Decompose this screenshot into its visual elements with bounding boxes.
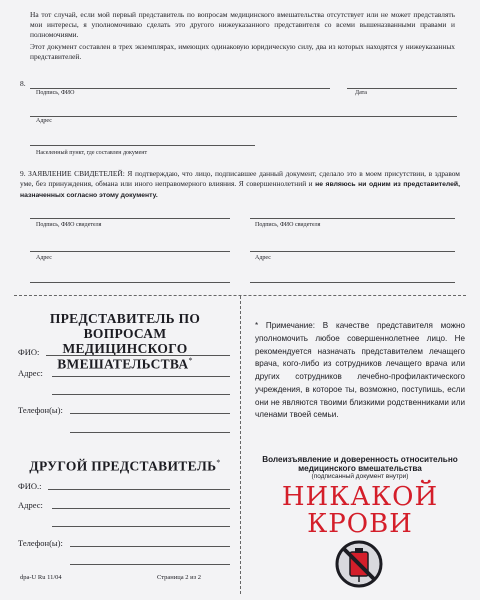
page-number: Страница 2 из 2	[157, 574, 202, 581]
witness-statement	[20, 169, 460, 201]
fio2-field[interactable]	[48, 489, 230, 490]
other-representative-title-text: ДРУГОЙ ПРЕДСТАВИТЕЛЬ	[29, 458, 217, 474]
brand-line-2: КРОВИ	[307, 509, 413, 540]
signature-label: Подпись, ФИО	[36, 90, 75, 96]
document-subtitle: (подписанный документ внутри)	[311, 473, 409, 481]
phone-label: Телефон(ы):	[18, 405, 63, 415]
address-field[interactable]	[52, 376, 230, 377]
phone2-field-2[interactable]	[70, 564, 230, 565]
intro-text	[30, 10, 455, 65]
note-text: * Примечание: В качестве представителя можно уполномочить любое совершеннолетнее лицо. Не рекомендуется назначать представителем лечащего врача, кого-либо из сотрудников лечащего врача или других сотрудников лечебно-профилактического учреждения, в которое ты, возможно, поступишь, если они не являются твоими близкими родственниками или членами твоей семьи.	[255, 321, 465, 420]
phone2-field[interactable]	[70, 546, 230, 547]
representative-title	[14, 312, 236, 372]
date-label: Дата	[355, 90, 367, 96]
no-blood-icon	[335, 540, 383, 588]
fio2-label: ФИО.:	[18, 481, 42, 491]
signature-line[interactable]	[30, 88, 330, 89]
representative-title-line2: МЕДИЦИНСКОГО ВМЕШАТЕЛЬСТВА	[57, 340, 189, 372]
address-field-2[interactable]	[52, 394, 230, 395]
fio-label: ФИО:	[18, 347, 40, 357]
phone-field[interactable]	[70, 413, 230, 414]
intro-paragraph-2: Этот документ составлен в трех экземплярах, имеющих одинаковую юридическую силу, два из которых находятся у нижеуказанных представителей.	[30, 42, 455, 62]
witness2-signature-line[interactable]	[250, 218, 455, 219]
witness2-address-line[interactable]	[250, 251, 455, 252]
witness-statement-text: 9. ЗАЯВЛЕНИЕ СВИДЕТЕЛЕЙ: Я подтверждаю, что лицо, подписавшее данный документ, сделало это в моем присутствии, в здравом уме, без принуждения, обмана или иного неправомерного влияния. Я совершеннолетний и	[20, 169, 460, 188]
witness2-address-line-2[interactable]	[250, 282, 455, 283]
address2-label: Адрес:	[18, 500, 43, 510]
form-code: dpa-U Ru 11/04	[20, 574, 62, 581]
witness1-address-line-2[interactable]	[30, 282, 230, 283]
place-line[interactable]	[30, 145, 255, 146]
address2-field[interactable]	[52, 508, 230, 509]
asterisk-mark: *	[188, 355, 193, 365]
phone-field-2[interactable]	[70, 432, 230, 433]
asterisk-mark-2: *	[216, 458, 221, 467]
address-field-label: Адрес:	[18, 368, 43, 378]
no-blood-heading	[252, 484, 468, 539]
phone2-label: Телефон(ы):	[18, 538, 63, 548]
brand-line-1: НИКАКОЙ	[281, 482, 439, 512]
document-title-text: Волеизъявление и доверенность относительно медицинского вмешательства	[262, 455, 458, 474]
other-representative-title	[14, 459, 236, 474]
place-label: Населенный пункт, где составлен документ	[36, 150, 148, 156]
witness1-label: Подпись, ФИО свидетеля	[36, 222, 102, 228]
section-8-number: 8.	[20, 79, 26, 88]
witness1-address-label: Адрес	[36, 255, 52, 261]
witness1-address-line[interactable]	[30, 251, 230, 252]
intro-paragraph-1: На тот случай, если мой первый представитель по вопросам медицинского вмешательства отсутствует или не может представлять мои интересы, я уполномочиваю сделать это другого нижеуказанного представителя со всеми вышеназванными правами и полномочиями.	[30, 10, 455, 39]
address2-field-2[interactable]	[52, 526, 230, 527]
witness-statement-bold: не являюсь ни одним из представителей, назначенных согласно этому документу.	[20, 180, 460, 199]
witness1-signature-line[interactable]	[30, 218, 230, 219]
date-line[interactable]	[347, 88, 457, 89]
witness2-label: Подпись, ФИО свидетеля	[255, 222, 321, 228]
document-title	[252, 455, 468, 481]
fold-line-vertical	[240, 296, 241, 594]
fio-field[interactable]	[46, 355, 230, 356]
witness2-address-label: Адрес	[255, 255, 271, 261]
address-line[interactable]	[30, 116, 457, 117]
address-label: Адрес	[36, 118, 52, 124]
representative-title-line1: ПРЕДСТАВИТЕЛЬ ПО ВОПРОСАМ	[49, 311, 201, 341]
